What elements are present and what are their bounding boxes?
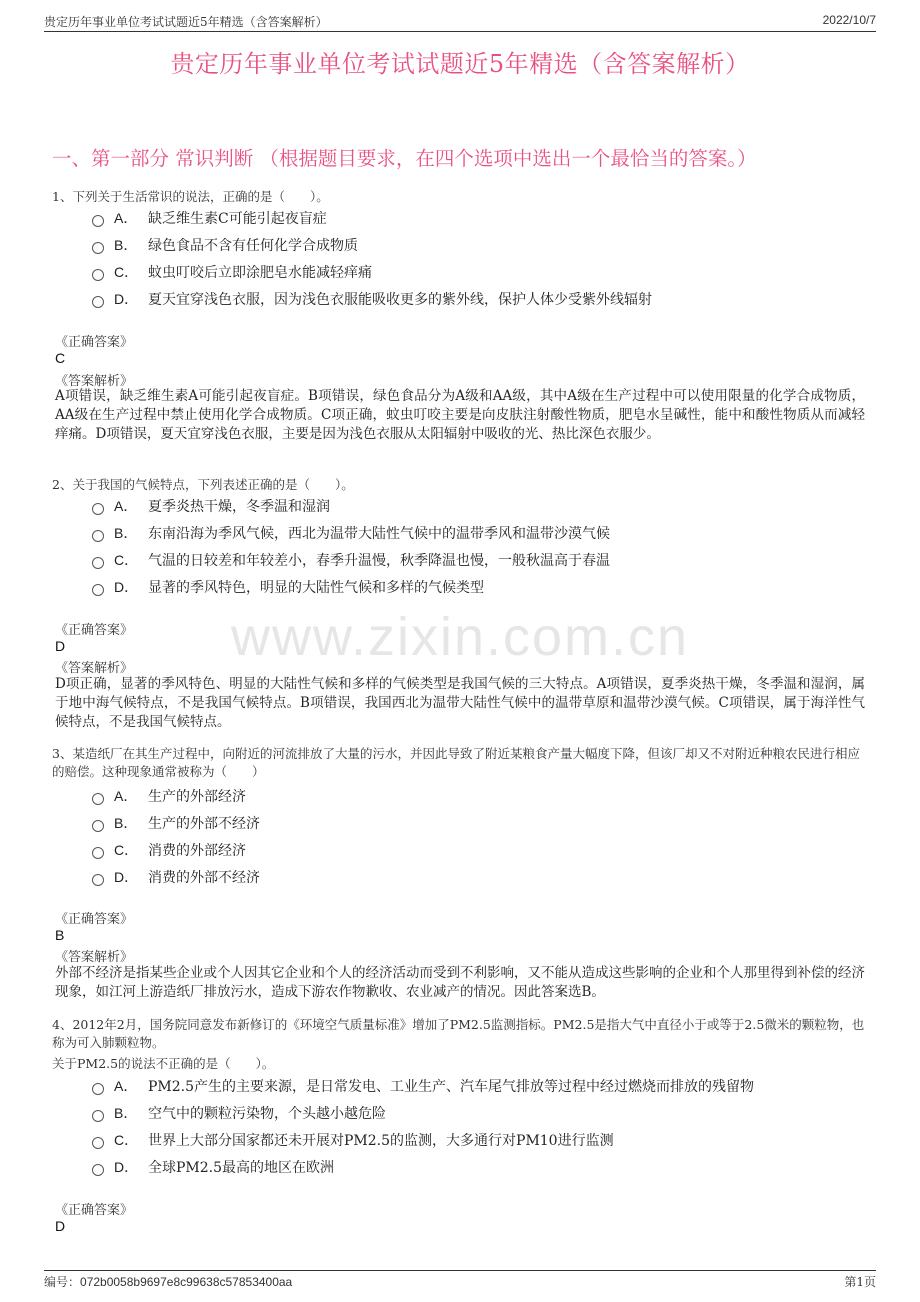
answer-value: D: [55, 638, 66, 654]
answer-value: B: [55, 927, 65, 943]
option-c[interactable]: C． 世界上大部分国家都还未开展对PM2.5的监测，大多通行对PM10进行监测: [92, 1130, 614, 1150]
option-d[interactable]: D． 全球PM2.5最高的地区在欧洲: [92, 1157, 334, 1177]
option-text: 消费的外部经济: [148, 843, 246, 859]
option-c[interactable]: C． 气温的日较差和年较差小，春季升温慢，秋季降温也慢，一般秋温高于春温: [92, 550, 610, 570]
option-a[interactable]: A． PM2.5产生的主要来源，是日常发电、工业生产、汽车尾气排放等过程中经过燃烧而排放的残留物: [92, 1076, 754, 1096]
answer-value: D: [55, 1218, 66, 1234]
radio-icon[interactable]: [92, 793, 104, 805]
answer-label: 《正确答案》: [55, 623, 134, 638]
option-text: 夏天宜穿浅色衣服，因为浅色衣服能吸收更多的紫外线，保护人体少受紫外线辐射: [148, 292, 652, 308]
option-b[interactable]: B． 绿色食品不含有任何化学合成物质: [92, 235, 358, 255]
option-a[interactable]: A． 生产的外部经济: [92, 786, 246, 806]
footer-code-value: 072b0058b9697e8c99638c57853400aa: [80, 1275, 293, 1289]
question-stem-sub: 关于PM2.5的说法不正确的是（ ）。: [52, 1056, 275, 1071]
option-text: 世界上大部分国家都还未开展对PM2.5的监测，大多通行对PM10进行监测: [148, 1133, 614, 1149]
radio-icon[interactable]: [92, 215, 104, 227]
watermark: www.zixin.com.cn: [230, 607, 690, 667]
explanation-text: 外部不经济是指某些企业或个人因其它企业和个人的经济活动而受到不利影响，又不能从造成这些影响的企业和个人那里得到补偿的经济现象，如江河上游造纸厂排放污水，造成下游农作物歉收、农业减产的情况。因此答案选B。: [55, 965, 865, 1000]
section-title: 一、第一部分 常识判断 （根据题目要求，在四个选项中选出一个最恰当的答案。）: [52, 147, 757, 170]
radio-icon[interactable]: [92, 557, 104, 569]
answer-label: 《正确答案》: [55, 1203, 134, 1218]
header-doc-title: 贵定历年事业单位考试试题近5年精选（含答案解析）: [44, 15, 328, 29]
radio-icon[interactable]: [92, 1164, 104, 1176]
option-text: 生产的外部不经济: [148, 816, 260, 832]
option-text: 显著的季风特色，明显的大陆性气候和多样的气候类型: [148, 580, 484, 596]
explanation-label: 《答案解析》: [55, 950, 134, 965]
question-stem: 2、关于我国的气候特点，下列表述正确的是（ ）。: [52, 477, 354, 492]
option-a[interactable]: A． 缺乏维生素C可能引起夜盲症: [92, 208, 327, 228]
header-date: 2022/10/7: [822, 13, 876, 27]
answer-value: C: [55, 350, 66, 366]
option-b[interactable]: B． 东南沿海为季风气候，西北为温带大陆性气候中的温带季风和温带沙漠气候: [92, 523, 610, 543]
radio-icon[interactable]: [92, 530, 104, 542]
radio-icon[interactable]: [92, 269, 104, 281]
radio-icon[interactable]: [92, 584, 104, 596]
radio-icon[interactable]: [92, 1110, 104, 1122]
option-text: 缺乏维生素C可能引起夜盲症: [148, 211, 327, 227]
question-stem: 1、下列关于生活常识的说法，正确的是（ ）。: [52, 189, 329, 204]
option-text: 绿色食品不含有任何化学合成物质: [148, 238, 358, 254]
option-d[interactable]: D． 消费的外部不经济: [92, 867, 260, 887]
option-text: PM2.5产生的主要来源，是日常发电、工业生产、汽车尾气排放等过程中经过燃烧而排放的残留物: [148, 1079, 755, 1095]
explanation-label: 《答案解析》: [55, 661, 134, 676]
option-text: 空气中的颗粒污染物，个头越小越危险: [148, 1106, 386, 1122]
option-text: 夏季炎热干燥，冬季温和湿润: [148, 499, 330, 515]
question-stem: 4、2012年2月，国务院同意发布新修订的《环境空气质量标准》增加了PM2.5监测指标。PM2.5是指大气中直径小于或等于2.5微米的颗粒物，也称为可入肺颗粒物。: [52, 1017, 865, 1050]
radio-icon[interactable]: [92, 1083, 104, 1095]
page-title: 贵定历年事业单位考试试题近5年精选（含答案解析）: [170, 50, 750, 78]
footer-doc-code: [44, 1273, 292, 1290]
question-stem: 3、某造纸厂在其生产过程中，向附近的河流排放了大量的污水，并因此导致了附近某粮食产量大幅度下降，但该厂却又不对附近种粮农民进行相应的赔偿。这种现象通常被称为（ ）: [52, 746, 860, 779]
radio-icon[interactable]: [92, 503, 104, 515]
radio-icon[interactable]: [92, 296, 104, 308]
page-number: 第1页: [844, 1275, 876, 1289]
header-divider: [44, 31, 876, 32]
option-text: 生产的外部经济: [148, 789, 246, 805]
radio-icon[interactable]: [92, 1137, 104, 1149]
answer-label: 《正确答案》: [55, 912, 134, 927]
radio-icon[interactable]: [92, 820, 104, 832]
radio-icon[interactable]: [92, 242, 104, 254]
explanation-label: 《答案解析》: [55, 374, 134, 389]
option-b[interactable]: B． 生产的外部不经济: [92, 813, 260, 833]
option-d[interactable]: D． 显著的季风特色，明显的大陆性气候和多样的气候类型: [92, 577, 484, 597]
option-c[interactable]: C． 消费的外部经济: [92, 840, 246, 860]
footer-divider: [44, 1270, 876, 1271]
option-text: 蚊虫叮咬后立即涂肥皂水能减轻痒痛: [148, 265, 372, 281]
answer-label: 《正确答案》: [55, 335, 134, 350]
option-text: 全球PM2.5最高的地区在欧洲: [148, 1160, 335, 1176]
option-text: 气温的日较差和年较差小，春季升温慢，秋季降温也慢，一般秋温高于春温: [148, 553, 610, 569]
option-a[interactable]: A． 夏季炎热干燥，冬季温和湿润: [92, 496, 330, 516]
explanation-text: D项正确，显著的季风特色、明显的大陆性气候和多样的气候类型是我国气候的三大特点。A项错误，夏季炎热干燥，冬季温和湿润，属于地中海气候特点，不是我国气候特点。B项错误，我国西北为温带大陆性气候中的温带草原和温带沙漠气候。C项错误，属于海洋性气候特点，不是我国气候特点。: [55, 676, 865, 730]
radio-icon[interactable]: [92, 847, 104, 859]
option-c[interactable]: C． 蚊虫叮咬后立即涂肥皂水能减轻痒痛: [92, 262, 372, 282]
option-d[interactable]: D． 夏天宜穿浅色衣服，因为浅色衣服能吸收更多的紫外线，保护人体少受紫外线辐射: [92, 289, 652, 309]
option-text: 消费的外部不经济: [148, 870, 260, 886]
footer-code-label: 编号：: [44, 1275, 81, 1289]
radio-icon[interactable]: [92, 874, 104, 886]
option-text: 东南沿海为季风气候，西北为温带大陆性气候中的温带季风和温带沙漠气候: [148, 526, 610, 542]
option-b[interactable]: B． 空气中的颗粒污染物，个头越小越危险: [92, 1103, 386, 1123]
explanation-text: A项错误，缺乏维生素A可能引起夜盲症。B项错误，绿色食品分为A级和AA级，其中A级在生产过程中可以使用限量的化学合成物质，AA级在生产过程中禁止使用化学合成物质。C项正确，蚊虫叮咬主要是向皮肤注射酸性物质，肥皂水呈碱性，能中和酸性物质从而减轻痒痛。D项错误，夏天宜穿浅色衣服，主要是因为浅色衣服从太阳辐射中吸收的光、热比深色衣服少。: [55, 388, 865, 442]
